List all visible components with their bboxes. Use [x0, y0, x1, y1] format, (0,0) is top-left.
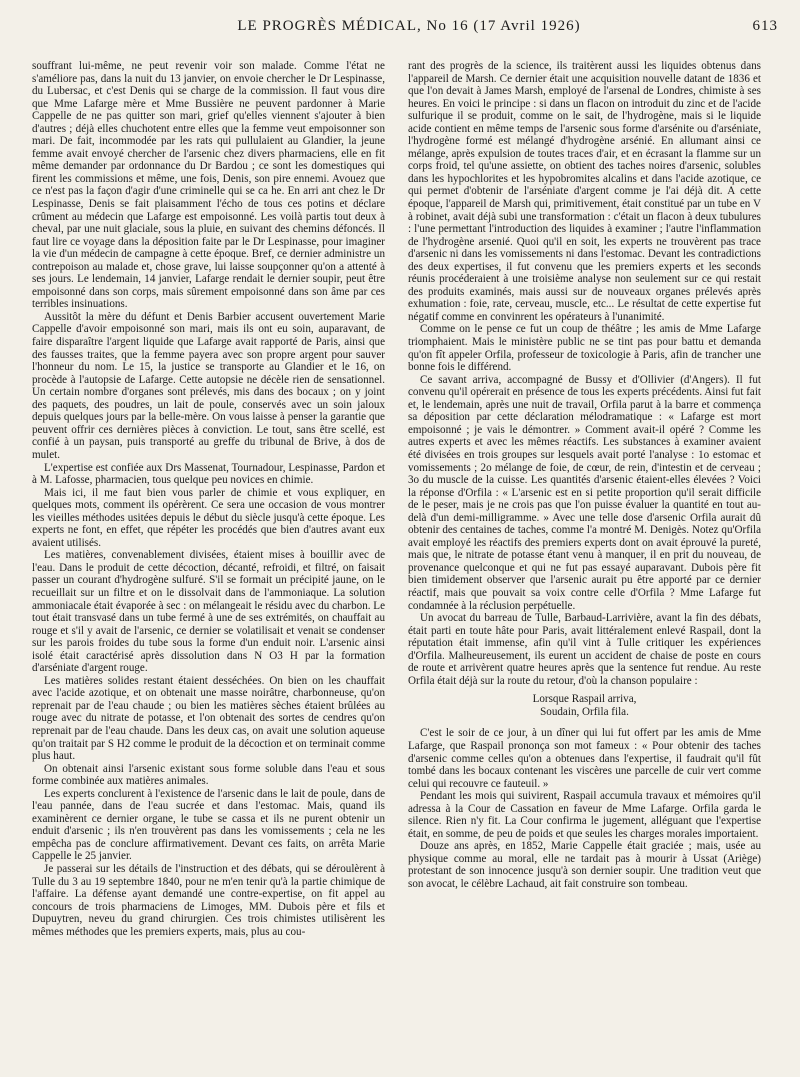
paragraph: Ce savant arriva, accompagné de Bussy et d'Ollivier (d'Angers). Il fut convenu qu'il opérerait en présence de tous les experts précédents. Ainsi fut fait et, le lendemain, après une nuit de travail, Orfila parut à la barre et commença sa déposition par cette déclaration mélodramatique : « Lafarge est mort empoisonné ; je vais le démontrer. » Comment avait-il opéré ? Comme les autres experts et avec les mêmes réactifs. Les substances à examiner avaient été divisées en trois groupes sur lesquels avait porté l'analyse : 1o estomac et vomissements ; 2o mélange de foie, de cœur, de rein, d'intestin et de cerveau ; 3o du muscle de la cuisse. Les quantités d'arsenic étaient-elles élevées ? Voici la réponse d'Orfila : « L'arsenic est en si petite proportion qu'il serait difficile de le peser, mais je ne crois pas que l'on puisse évaluer la quantité en tout au-delà d'un demi-milligramme. » Avec une telle dose d'arsenic Orfila aurait dû obtenir des centaines de taches, comme l'a montré M. Denigès. Notez qu'Orfila avait employé les réactifs des premiers experts dont on avait éprouvé la pureté, mais que, le nitrate de potasse étant venu à manquer, il en prit du nouveau, de provenance quelconque et qui ne fut pas essayé auparavant. Dubois père fit bien timidement observer que l'arsenic aurait pu être apporté par ce dernier réactif, mais que pouvait sa voix contre celle d'Orfila ? Mme Lafarge fut condamnée à la réclusion perpétuelle. — [408, 373, 761, 612]
page-header — [40, 18, 778, 44]
page-number: 613 — [752, 18, 778, 34]
verse-line: Lorsque Raspail arriva, — [532, 693, 637, 706]
paragraph: souffrant lui-même, ne peut revenir voir son malade. Comme l'état ne s'améliore pas, dans la nuit du 13 janvier, on envoie chercher le Dr Lespinasse, du Lubersac, et c'est Denis qui se charge de la commission. Il faut vous dire que Mme Lafarge mère et Mme Bussière ne peuvent pardonner à Marie Cappelle de ne pas quitter son mari, grief qu'elles viennent s'ajouter à bien d'autres ; déjà elles chuchotent entre elles que la femme veut empoisonner son mari. De fait, incommodée par les rats qui pullulaient au Glandier, la jeune femme avait envoyé chercher de l'arsenic chez divers pharmaciens, elle en fit même demander par ordonnance du Dr Bardou ; ce sont les domestiques qui firent les commissions et même, une fois, Denis, son pire ennemi. Avouez que ce n'est pas la façon d'agir d'une criminelle qui se ca he. En arri ant chez le Dr Lespinasse, Denis se fait plaisamment l'écho de tous ces potins et déclare crûment au médecin que Lafarge est empoisonné. Les voilà partis tout deux à cheval, par une nuit glaciale, sous la pluie, en suivant des chemins défoncés. Il faut lire ce voyage dans la déposition faite par le Dr Lespinasse, pour imaginer la vie d'un médecin de campagne à cette époque. Bref, ce dernier administre un contrepoison au malade et, chose grave, lui laisse soupçonner qu'on a attenté à ses jours. Le lendemain, 14 janvier, Lafarge rendait le dernier soupir, peut être empoisonné dans son corps, mais sûrement empoisonné dans son âme par ces terribles insinuations. — [32, 60, 385, 311]
paragraph: Je passerai sur les détails de l'instruction et des débats, qui se déroulèrent à Tulle du 3 au 19 septembre 1840, pour ne m'en tenir qu'à la partie chimique de l'affaire. La défense ayant demandé une contre-expertise, on fit appel au concours de trois pharmaciens de Limoges, MM. Dubois père et fils et Dupuytren, neveu du grand chirurgien. Ces trois chimistes utilisèrent les mêmes méthodes que les premiers experts, mais, plus au cou- — [32, 863, 385, 938]
paragraph: Aussitôt la mère du défunt et Denis Barbier accusent ouvertement Marie Cappelle d'avoir empoisonné son mari, mais ils ont eu soin, auparavant, de faire disparaître l'argent liquide que Lafarge avait rapporté de Paris, ainsi que des fausses traites, que la femme payera avec son propre argent pour sauver l'honneur du nom. Le 15, la justice se transporte au Glandier et le 16, on procède à l'autopsie de Lafarge. Cette autopsie ne décèle rien de sensationnel. Un certain nombre d'organes sont prélevés, mis dans des bocaux ; on y joint des paquets, des poudres, un lait de poule, conservés avec un soin jaloux depuis quelques jours par la belle-mère. On vous laisse à penser la garantie que peuvent offrir ces dernières pièces à conviction. Le tout, sans être scellé, est confié à un paysan, puis transporté au greffe du tribunal de Brive, à dos de mulet. — [32, 310, 385, 461]
paragraph: Les experts conclurent à l'existence de l'arsenic dans le lait de poule, dans de l'eau pannée, dans de l'eau sucrée et dans l'estomac. Mais, quand ils examinèrent ce dernier organe, le tube se cassa et ils ne purent obtenir un enduit d'arsenic ; ils n'en trouvèrent pas dans les vomissements ; cela ne les empêcha pas de conclure affirmativement. Devant ces faits, on arrêta Marie Cappelle le 25 janvier. — [32, 787, 385, 863]
paragraph: L'expertise est confiée aux Drs Massenat, Tournadour, Lespinasse, Pardon et à M. Lafosse, pharmacien, tous quelque peu novices en chimie. — [32, 461, 385, 487]
left-column — [32, 60, 385, 1065]
paragraph: Les matières, convenablement divisées, étaient mises à bouillir avec de l'eau. Dans le produit de cette décoction, décanté, refroidi, et filtré, on faisait passer un courant d'hydrogène sulfuré. S'il se formait un précipité jaune, on le recueillait sur un filtre et on le dissolvait dans de l'ammoniaque. La solution ammoniacale était évaporée à sec : on mélangeait le résidu avec du charbon. Le tout était transvasé dans un tube fermé à une de ses extrémités, on chauffait au rouge et s'il y avait de l'arsenic, ce dernier se volatilisait et venait se condenser sur les parois froides du tube sous la forme d'un enduit noir. L'arsenic ainsi isolé était caractérisé après dissolution dans N O3 H par la formation d'arséniate d'argent rouge. — [32, 549, 385, 675]
paragraph: Comme on le pense ce fut un coup de théâtre ; les amis de Mme Lafarge triomphaient. Mais le ministère public ne se tint pas pour battu et demanda qu'on fît appeler Orfila, professeur de toxicologie à Paris, afin de trancher une bonne fois le différend. — [408, 323, 761, 374]
paragraph: Douze ans après, en 1852, Marie Cappelle était graciée ; mais, usée au physique comme au moral, elle ne tardait pas à mourir à Ussat (Ariège) protestant de son innocence jusqu'à son dernier soupir. Une tradition veut que son avocat, le célèbre Lachaud, ait fait construire son tombeau. — [408, 840, 761, 890]
paragraph: Mais ici, il me faut bien vous parler de chimie et vous expliquer, en quelques mots, comment ils opérèrent. Ce sera une occasion de vous montrer les vieilles méthodes usitées depuis le début du siècle jusqu'à cette époque. Les experts ne font, en effet, que répéter les procédés que bien d'autres avant eux avaient utilisés. — [32, 486, 385, 549]
paragraph: C'est le soir de ce jour, à un dîner qui lui fut offert par les amis de Mme Lafarge, que Raspail prononça son mot fameux : « Pour obtenir des taches d'arsenic comme celles qu'on a obtenues dans l'expertise, il faudrait qu'il fût tombé dans les bocaux contenant les viscères une parcelle de cuir vert comme celui qui recouvre ce fauteuil. » — [408, 727, 761, 790]
paragraph: Pendant les mois qui suivirent, Raspail accumula travaux et mémoires qu'il adressa à la Cour de Cassation en faveur de Mme Lafarge. Orfila garda le silence. Rien n'y fit. La Cour confirma le jugement, alléguant que l'expertise était, en somme, de peu de poids et que seules les charges morales importaient. — [408, 790, 761, 840]
paragraph: Un avocat du barreau de Tulle, Barbaud-Larrivière, avant la fin des débats, était parti en toute hâte pour Paris, avait littéralement enlevé Raspail, dont la réputation était immense, afin qu'il vint à Tulle critiquer les expériences d'Orfila. Malheureusement, ils eurent un accident de chaise de poste en cours de route et arrivèrent quatre heures après que la sentence fut rendue. Au reste Orfila était déjà sur la route du retour, d'où la chanson populaire : — [408, 612, 761, 687]
paragraph: On obtenait ainsi l'arsenic existant sous forme soluble dans l'eau et sous forme combinée aux matières animales. — [32, 762, 385, 788]
verse-line: Soudain, Orfila fila. — [540, 705, 629, 718]
right-column — [408, 60, 761, 1065]
running-title: LE PROGRÈS MÉDICAL, No 16 (17 Avril 1926) — [237, 18, 581, 34]
paragraph: Les matières solides restant étaient desséchées. On bien on les chauffait avec l'acide azotique, et on obtenait une masse noirâtre, charbonneuse, qu'on reprenait par de l'eau chaude ; ou bien les matières sèches étaient brûlées au rouge avec du nitrate de potasse, et l'on obtenait des sortes de cendres qu'on reprenait par de l'eau chaude. Dans les deux cas, on avait une solution aqueuse qu'on traitait par S H2 comme le produit de la décoction et on terminait comme plus haut. — [32, 674, 385, 763]
song-verse — [408, 693, 761, 718]
paragraph: rant des progrès de la science, ils traitèrent aussi les liquides obtenus dans l'appareil de Marsh. Ce dernier était une acquisition nouvelle datant de 1836 et que l'on devait à James Marsh, employé de l'arsenal de Londres, chimiste à ses heures. En voici le principe : si dans un flacon on introduit du zinc et de l'acide sulfurique il se produit, comme on le sait, de l'hydrogène, mais si le liquide acide contient en même temps de l'arsenic sous forme d'arsénite ou d'arséniate, l'hydrogène formé est mélangé d'hydrogène arsénié. En allumant ainsi ce mélange, après expulsion de toutes traces d'air, et en écrasant la flamme sur un corps froid, tel qu'une assiette, on obtient des taches noires d'arsenic, solubles dans les hypochlorites et les hypobromites alcalins et dans l'acide azotique, ce qui permet d'obtenir de l'arséniate d'argent comme je l'ai déjà dit. A cette époque, l'appareil de Marsh qui, primitivement, était constitué par un tube en V à robinet, avait déjà subi une transformation : c'était un flacon à deux tubulures : l'une permettant l'introduction des liquides à examiner ; l'autre l'inflammation de l'hydrogène arsenié. Quoi qu'il en soit, les experts ne trouvèrent pas trace d'arsenic ni dans les vomissements ni dans l'estomac. Devant les contradictions des deux expertises, il fut convenu que les premiers experts et les seconds réunis procéderaient à une troisième analyse non seulement sur ce qui restait des produits examinés, mais aussi sur de nouveaux organes prélevés après exhumation : foie, rate, cerveau, muscle, etc... Le résultat de cette expertise fut négatif comme en convinrent les opérateurs à l'unanimité. — [408, 60, 761, 323]
